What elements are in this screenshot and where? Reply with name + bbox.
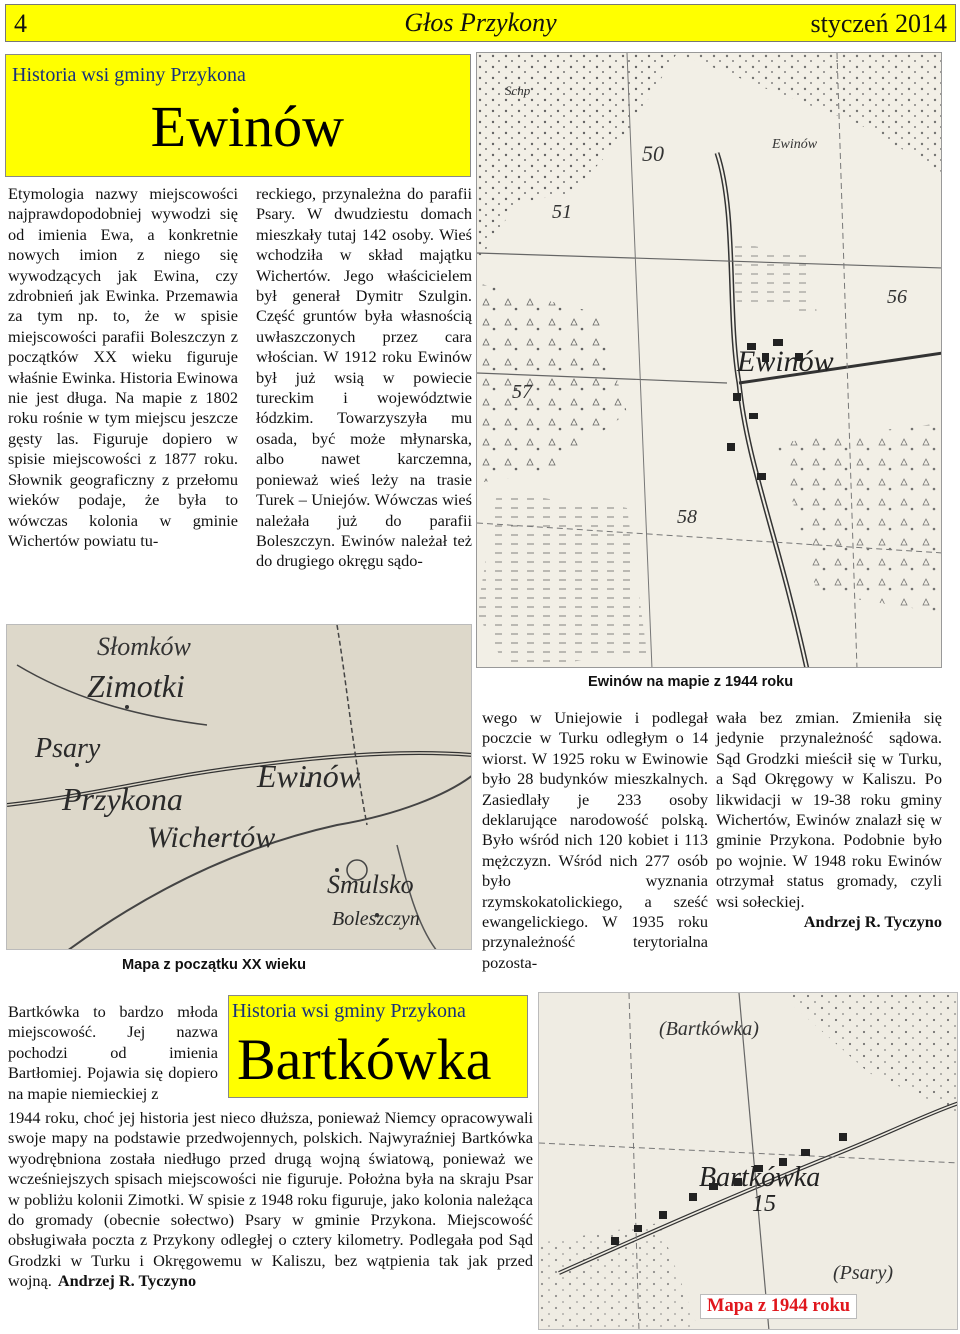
map-label-ewinow-small: Ewinów — [772, 137, 818, 152]
publication-title: Głos Przykony — [404, 8, 557, 37]
bartkowka-series-label: Historia wsi gminy Przykona — [232, 1000, 466, 1022]
caption-map-early-20th-century: Mapa z początku XX wieku — [122, 957, 307, 973]
map-early-20th-century-drawing — [7, 625, 472, 950]
map-label-bartkowka-small: (Bartkówka) — [659, 1018, 759, 1040]
map-label-50: 50 — [642, 141, 664, 166]
map-label-przykona: Przykona — [62, 781, 183, 817]
ewinow-paragraph-2: reckiego, przynależna do parafii Psary. W dwudziestu domach mieszkały tutaj 142 osoby. Wieś wchodziła w skład majątku Wichertów. Jego właścicielem był generał Dymitr Szulgin. Część gruntów była własnością uwłaszczonych przez cara włościan. W 1912 roku Ewinów był już wsią w powiecie tureckim i województwie łódzkim. Towarzyszyła mu osada, być może młynarska, albo nawet karczemna, ponieważ wieś leży na trasie Turek – Uniejów. Wówczas wieś należała już do parafii Boleszczyn. Ewinów należał też do drugiego okręgu sądo- — [256, 184, 472, 571]
map-label-bartkowka: Bartkówka — [699, 1162, 821, 1193]
map-label-psary-bottom: (Psary) — [833, 1262, 893, 1284]
bartkowka-intro-column — [8, 1002, 218, 1104]
map-label-boleszczyn: Boleszczyn — [332, 908, 420, 930]
map-label-57: 57 — [512, 381, 532, 403]
map-label-56: 56 — [887, 286, 907, 308]
bartkowka-title-box — [228, 995, 528, 1098]
bartkowka-headline: Bartkówka — [237, 1027, 492, 1092]
map-bartkowka-1944 — [538, 992, 958, 1330]
map-early-20th-century — [6, 624, 472, 950]
map-label-15: 15 — [752, 1191, 776, 1217]
ewinow-paragraph-1: Etymologia nazwy miejscowości najprawdopodobniej wywodzi się od imienia Ewa, a konkretnie nowych imion z niego się wywodzących jak Ewina, czy zdrobnień jak Ewinka. Przemawia za tym np. to, że w spisie miejscowości parafii Boleszczyn z początków XX wieku figuruje właśnie Ewinka. Historia Ewinowa nie jest długa. Na mapie z 1802 roku rośnie w tym miejscu jeszcze gęsty las. Figuruje dopiero w spisie miejscowości z 1877 roku. Słownik geograficzny z przełomu wieków podaje, że była to wówczas kolonia w gminie Wichertów powiatu tu- — [8, 184, 238, 550]
map-label-schp: Schp — [505, 83, 531, 98]
ewinow-column-1 — [8, 184, 238, 551]
bartkowka-intro: Bartkówka to bardzo młoda miejscowość. Jej nazwa pochodzi od imienia Bartłomiej. Pojawia się dopiero na mapie niemieckiej z — [8, 1002, 218, 1103]
bartkowka-author: Andrzej R. Tyczyno — [57, 1271, 197, 1291]
map-label-smulsko: Smulsko — [327, 870, 414, 899]
ewinow-author: Andrzej R. Tyczyno — [803, 912, 942, 932]
ewinow-paragraph-4: wała bez zmian. Zmieniła się jedynie przynależność sądowa. Sąd Grodzki mieścił się w Turku, a Sąd Okręgowy w Kaliszu. Po likwidacji w 19-38 roku gminy Wichertów, Ewinów znalazł się w gminie Przykona. Podobnie było po wojnie. W 1948 roku Ewinów otrzymał status gromady, czyli wsi sołeckiej. — [716, 708, 942, 911]
bartkowka-body-column — [8, 1108, 533, 1292]
bartkowka-body-paragraph — [8, 1108, 533, 1292]
map-label-slomkow: Słomków — [97, 632, 191, 661]
map-label-zimotki: Zimotki — [87, 668, 185, 704]
map-label-psary: Psary — [35, 733, 101, 764]
ewinow-column-2 — [256, 184, 472, 572]
map-label-wichertow: Wichertów — [147, 821, 276, 854]
ewinow-title-box — [5, 54, 471, 177]
ewinow-column-4 — [716, 708, 942, 932]
map-label-58: 58 — [677, 506, 697, 528]
map-label-ewinow: Ewinów — [737, 345, 834, 378]
bartkowka-body: 1944 roku, choć jej historia jest nieco dłuższa, ponieważ Niemcy opracowywali swoje mapy na podstawie przedwojennych, polskich. Najwyraźniej Bartkówka wyodrębniona została niedługo przed drugą wojną światową, ponieważ we wcześniejszych spisach miejscowości nie figuruje. Położna była na skraju Psar w pobliżu kolonii Zimotki. W spisie z 1948 roku figuruje, jako kolonia należąca do gromady (obecnie sołectwo) Psary w gminie Przykona. Miejscowość obsługiwała poczta z Przykony odległej o cztery kilometry. Podlegała pod Sąd Grodzki w Turku i Okręgowemu w Kaliszu, bez wątpienia tak jak przed wojną. — [8, 1108, 533, 1291]
ewinow-paragraph-3: wego w Uniejowie i podlegał poczcie w Turku odległym o 14 wiorst. W 1925 roku w Ewinowie było 28 budynków mieszkalnych. Zasiedlały je 233 osoby deklarujące narodowość polską. Było wśród nich 120 kobiet i 113 mężczyzn. Wśród nich 277 osób było wyznania rzymskokatolickiego, a sześć ewangelickiego. W 1935 roku przynależność terytorialna pozosta- — [482, 708, 708, 972]
page-header-bar — [5, 4, 956, 42]
map-label-51: 51 — [552, 201, 572, 223]
page-number: 4 — [14, 9, 27, 38]
map-bartkowka-1944-drawing — [539, 993, 958, 1330]
caption-map-ewinow-1944: Ewinów na mapie z 1944 roku — [588, 674, 794, 690]
ewinow-headline: Ewinów — [150, 94, 344, 159]
map-label-ewinow-xx: Ewinów — [257, 758, 361, 794]
ewinow-column-3 — [482, 708, 708, 973]
map-ewinow-1944-drawing — [477, 53, 942, 668]
caption-map-bartkowka-1944: Mapa z 1944 roku — [700, 1294, 857, 1319]
issue-date: styczeń 2014 — [810, 9, 947, 38]
map-ewinow-1944 — [476, 52, 942, 668]
ewinow-series-label: Historia wsi gminy Przykona — [12, 64, 246, 86]
